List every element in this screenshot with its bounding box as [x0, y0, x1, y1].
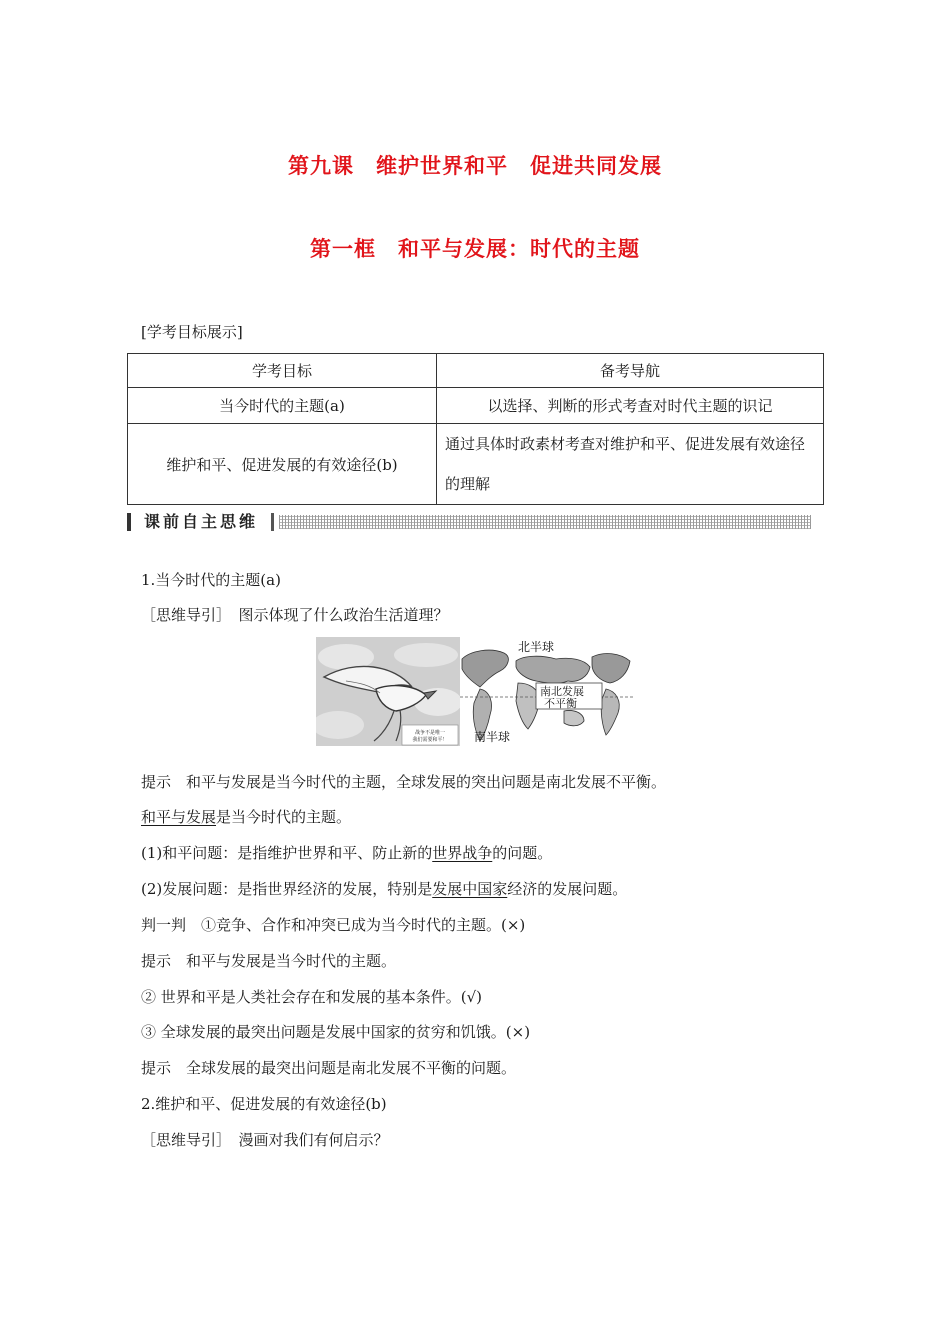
text-segment: (1)和平问题：是指维护世界和平、防止新的 — [141, 844, 433, 862]
judge-item-1: 判一判 ①竞争、合作和冲突已成为当今时代的主题。(×) — [141, 916, 526, 934]
peace-problem — [141, 842, 552, 864]
table-header-row — [128, 354, 824, 388]
section-banner — [127, 511, 811, 533]
map-label-north: 北半球 — [518, 640, 555, 654]
banner-title: 课前自主思维 — [144, 512, 259, 531]
section1-guide: ［思维导引］ 图示体现了什么政治生活道理？ — [141, 606, 449, 624]
text-segment: 的问题。 — [492, 844, 553, 862]
table-header-goal: 学考目标 — [128, 354, 437, 388]
table-cell: 当今时代的主题(a) — [128, 388, 437, 424]
table-cell: 维护和平、促进发展的有效途径(b) — [128, 424, 437, 505]
dove-illustration — [316, 637, 460, 746]
judge-item-2: ② 世界和平是人类社会存在和发展的基本条件。(√) — [141, 988, 483, 1006]
map-label-gap-line1: 南北发展 — [540, 685, 584, 698]
goals-label: [学考目标展示] — [141, 323, 243, 341]
banner-bar-decoration — [127, 513, 131, 531]
judge-item-3: ③ 全球发展的最突出问题是发展中国家的贫穷和饥饿。(×) — [141, 1023, 531, 1041]
section1-heading: 1.当今时代的主题(a) — [141, 571, 281, 589]
text-segment: 经济的发展问题。 — [507, 880, 628, 898]
underlined-term: 和平与发展 — [141, 808, 217, 826]
banner-separator — [271, 513, 274, 531]
map-label-gap-line2: 不平衡 — [544, 697, 577, 710]
section2-heading: 2.维护和平、促进发展的有效途径(b) — [141, 1095, 387, 1113]
dove-caption-line2: 我们需要和平！ — [412, 737, 448, 743]
frame-title: 第一框 和平与发展：时代的主题 — [310, 237, 640, 261]
underlined-term: 世界战争 — [432, 844, 493, 862]
table-row — [128, 424, 824, 505]
table-cell: 以选择、判断的形式考查对时代主题的识记 — [437, 388, 824, 424]
text-segment: (2)发展问题：是指世界经济的发展，特别是 — [141, 880, 433, 898]
dove-caption-line1: 战争不是唯一 — [414, 730, 446, 736]
section2-guide: ［思维导引］ 漫画对我们有何启示？ — [141, 1131, 389, 1149]
lesson-title: 第九课 维护世界和平 促进共同发展 — [288, 154, 662, 178]
banner-pattern — [279, 515, 811, 529]
underlined-term: 发展中国家 — [432, 880, 508, 898]
world-map-illustration — [460, 637, 634, 746]
hint-1: 提示 和平与发展是当今时代的主题，全球发展的突出问题是南北发展不平衡。 — [141, 773, 667, 791]
figure-peace-development — [316, 637, 634, 746]
theme-statement — [141, 806, 351, 828]
hint-3: 提示 全球发展的最突出问题是南北发展不平衡的问题。 — [141, 1059, 517, 1077]
goals-table — [127, 353, 824, 505]
table-header-guide: 备考导航 — [437, 354, 824, 388]
development-problem — [141, 878, 627, 900]
text-segment: 是当今时代的主题。 — [216, 808, 352, 826]
hint-2: 提示 和平与发展是当今时代的主题。 — [141, 952, 397, 970]
table-row — [128, 388, 824, 424]
table-cell: 通过具体时政素材考查对维护和平、促进发展有效途径的理解 — [437, 424, 824, 505]
map-label-south: 南半球 — [474, 730, 511, 744]
